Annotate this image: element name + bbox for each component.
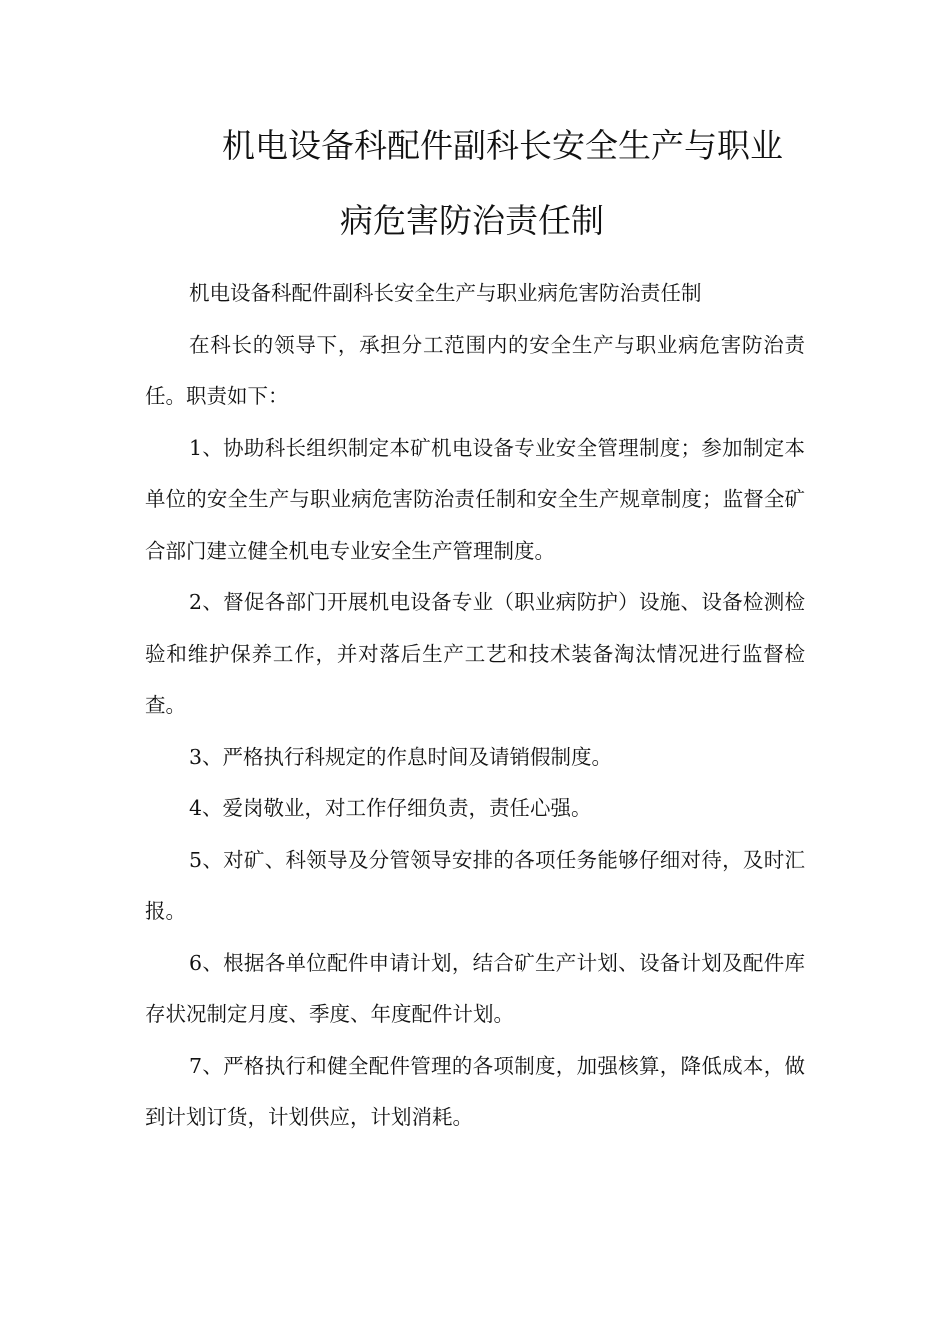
paragraph-duty-1: 1、协助科长组织制定本矿机电设备专业安全管理制度；参加制定本单位的安全生产与职业病危害防治责任制和安全生产规章制度；监督全矿合部门建立健全机电专业安全生产管理制度。 — [145, 435, 805, 563]
document-title-line-2: 病危害防治责任制 — [340, 201, 604, 240]
paragraph-duty-5: 5、对矿、科领导及分管领导安排的各项任务能够仔细对待，及时汇报。 — [145, 847, 805, 923]
paragraph-intro: 在科长的领导下，承担分工范围内的安全生产与职业病危害防治责任。职责如下： — [145, 332, 805, 408]
paragraph-duty-4: 4、爱岗敬业，对工作仔细负责，责任心强。 — [189, 796, 592, 820]
document-body — [145, 268, 805, 1144]
paragraph-duty-7: 7、严格执行和健全配件管理的各项制度，加强核算，降低成本，做到计划订货，计划供应，计划消耗。 — [145, 1053, 805, 1129]
paragraph-duty-3: 3、严格执行科规定的作息时间及请销假制度。 — [189, 744, 613, 769]
paragraph-duty-6: 6、根据各单位配件申请计划，结合矿生产计划、设备计划及配件库存状况制定月度、季度、年度配件计划。 — [145, 950, 805, 1026]
document-title-line-1: 机电设备科配件副科长安全生产与职业 — [222, 126, 783, 165]
paragraph-duty-2: 2、督促各部门开展机电设备专业（职业病防护）设施、设备检测检验和维护保养工作，并对落后生产工艺和技术装备淘汰情况进行监督检查。 — [145, 590, 805, 717]
paragraph-heading: 机电设备科配件副科长安全生产与职业病危害防治责任制 — [189, 281, 702, 305]
